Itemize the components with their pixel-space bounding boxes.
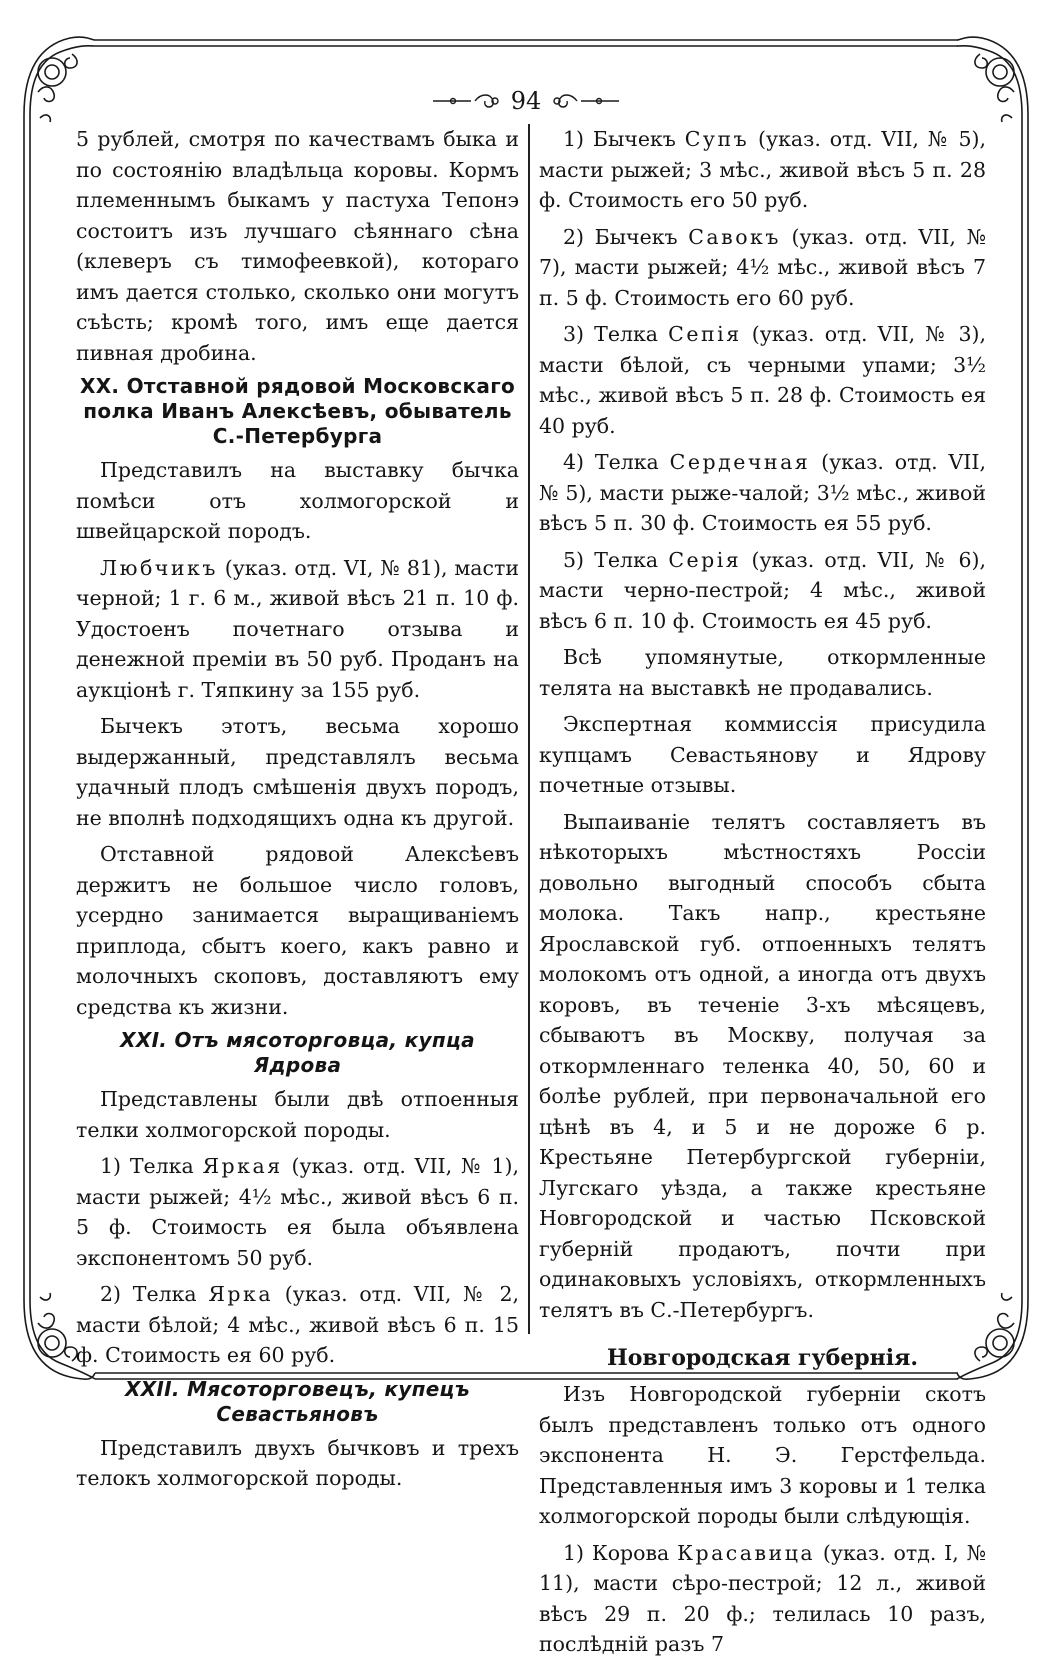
section-heading-xxii: XXII. Мясоторговецъ, купецъ Севастьяновъ <box>124 1376 471 1426</box>
animal-details: (указ. отд. VII, № 2, масти бѣлой; 4 мѣс., живой вѣсъ 6 п. 15 ф. Стоимость ея 60 руб. <box>76 1282 520 1367</box>
animal-name: Сепія <box>668 322 742 346</box>
animal-details: (указ. отд. VII, № 6), масти черно-пестрой; 4 мѣс., живой вѣсъ 6 п. 10 ф. Стоимость ея 45 руб. <box>539 547 987 633</box>
paragraph: Экспертная коммиссія присудила купцамъ Севастьянову и Ядрову почетные отзывы. <box>539 712 986 797</box>
animal-name: Сердечная <box>669 450 811 474</box>
animal-name: Красавица <box>677 1540 816 1565</box>
item-prefix: 1) Телка <box>100 1154 203 1178</box>
paragraph: Изъ Новгородской губерніи скотъ былъ представленъ только отъ одного экспонента Н. Э. Герстфельда. Представленныя имъ 3 коровы и 1 телка холмогорской породы были слѣдующія. <box>539 1382 986 1528</box>
paragraph <box>539 124 986 216</box>
paragraph: Отставной рядовой Алексѣевъ держитъ не большое число головъ, усердно занимается выращиваніемъ приплода, сбытъ коего, какъ равно и молочныхъ скоповъ, доставляютъ ему средства къ жизни. <box>76 842 519 1019</box>
section-heading-xx: XX. Отставной рядовой Московскаго полка Иванъ Алексѣевъ, обыватель С.-Петербурга <box>79 374 516 448</box>
paragraph <box>539 319 986 441</box>
paragraph: Выпаиваніе телятъ составляетъ въ нѣкоторыхъ мѣстностяхъ Россіи довольно выгодный способъ сбыта молока. Такъ напр., крестьяне Ярославской губ. отпоенныхъ телятъ молокомъ отъ одной, а иногда отъ двухъ коровъ, въ теченіе 3-хъ мѣсяцевъ, сбываютъ въ Москву, получая за откормленнаго теленка 40, 50, 60 и болѣе рублей, при первоначальной его цѣнѣ въ 4, и 5 и не дороже 6 р. Крестьяне Петербургской губерніи, Лугскаго уѣзда, а также крестьяне Новгородской и частью Псковской губерній продаютъ, почти при одинаковыхъ условіяхъ, откормленныхъ телятъ въ С.-Петербургъ. <box>539 809 986 1322</box>
animal-details: (указ. отд. VII, № 5), масти рыжей; 3 мѣс., живой вѣсъ 5 п. 28 ф. Стоимость его 50 руб. <box>539 127 986 212</box>
header-ornament-left <box>431 91 501 111</box>
paragraph: 5 рублей, смотря по качествамъ быка и по состоянію владѣльца коровы. Кормъ племеннымъ быкамъ у пастуха Тепонэ состоитъ изъ лучшаго сѣяннаго сѣна (клеверъ съ тимофеевкой), котораго имъ дается столько, сколько они могутъ съѣсть; кромѣ того, имъ еще дается пивная дробина. <box>76 127 519 365</box>
right-column <box>539 124 986 1666</box>
page-number: 94 <box>510 87 542 115</box>
header-ornament-right <box>551 91 621 111</box>
left-column <box>76 124 519 1500</box>
paragraph: Бычекъ этотъ, весьма хорошо выдержанный, представлялъ весьма удачный плодъ смѣшенія двухъ породъ, не вполнѣ подходящихъ одна къ другой. <box>76 714 519 830</box>
animal-name: Савокъ <box>688 224 781 249</box>
paragraph <box>76 553 519 706</box>
item-prefix: 5) Телка <box>563 547 669 572</box>
paragraph: Представилъ на выставку бычка помѣси отъ холмогорской и швейцарской породъ. <box>76 458 519 543</box>
paragraph <box>76 1279 519 1371</box>
item-prefix: 1) Корова <box>563 1540 678 1565</box>
animal-details: (указ. отд. VI, № 81), масти черной; 1 г. 6 м., живой вѣсъ 21 п. 10 ф. Удостоенъ почетнаго отзыва и денежной преміи въ 50 руб. Проданъ на аукціонѣ г. Тяпкину за 155 руб. <box>76 555 519 702</box>
column-divider <box>528 124 530 1334</box>
paragraph <box>539 1538 986 1660</box>
paragraph <box>539 447 986 539</box>
section-heading-xxi: XXI. Отъ мясоторговца, купца Ядрова <box>120 1028 475 1077</box>
animal-name: Ярка <box>208 1282 274 1306</box>
animal-name: Серія <box>668 547 742 572</box>
paragraph: Представилъ двухъ бычковъ и трехъ телокъ холмогорской породы. <box>76 1435 519 1490</box>
page-header <box>0 84 1052 118</box>
animal-name: Супъ <box>684 127 750 151</box>
animal-details: (указ. отд. VII, № 5), масти рыже-чалой; 3½ мѣс., живой вѣсъ 5 п. 30 ф. Стоимость ея 55 руб. <box>539 450 986 535</box>
item-prefix: 2) Телка <box>100 1282 209 1306</box>
paragraph <box>539 222 986 314</box>
item-prefix: 4) Телка <box>563 450 670 474</box>
paragraph: Представлены были двѣ отпоенныя телки холмогорской породы. <box>76 1087 519 1142</box>
item-prefix: 2) Бычекъ <box>563 224 689 249</box>
paragraph: Всѣ упомянутые, откормленные телята на выставкѣ не продавались. <box>539 645 986 700</box>
animal-details: (указ. отд. I, № 11), масти сѣро-пестрой; 12 л., живой вѣсъ 29 п. 20 ф.; телилась 10 разъ, послѣдній разъ 7 <box>539 1540 986 1656</box>
paragraph <box>76 1151 519 1273</box>
section-heading-novgorod: Новгородская губернія. <box>606 1345 919 1371</box>
animal-name: Любчикъ <box>100 555 218 580</box>
item-prefix: 1) Бычекъ <box>563 127 685 151</box>
animal-details: (указ. отд. VII, № 1), масти рыжей; 4½ мѣс., живой вѣсъ 6 п. 5 ф. Стоимость ея была объявлена экспонентомъ 50 руб. <box>76 1154 519 1270</box>
animal-name: Яркая <box>202 1154 283 1178</box>
paragraph <box>539 545 986 637</box>
item-prefix: 3) Телка <box>563 322 669 346</box>
animal-details: (указ. отд. VII, № 7), масти рыжей; 4½ мѣс., живой вѣсъ 7 п. 5 ф. Стоимость его 60 руб. <box>539 224 986 310</box>
animal-details: (указ. отд. VII, № 3), масти бѣлой, съ черными упами; 3½ мѣс., живой вѣсъ 5 п. 28 ф. Стоимость ея 40 руб. <box>539 322 987 438</box>
